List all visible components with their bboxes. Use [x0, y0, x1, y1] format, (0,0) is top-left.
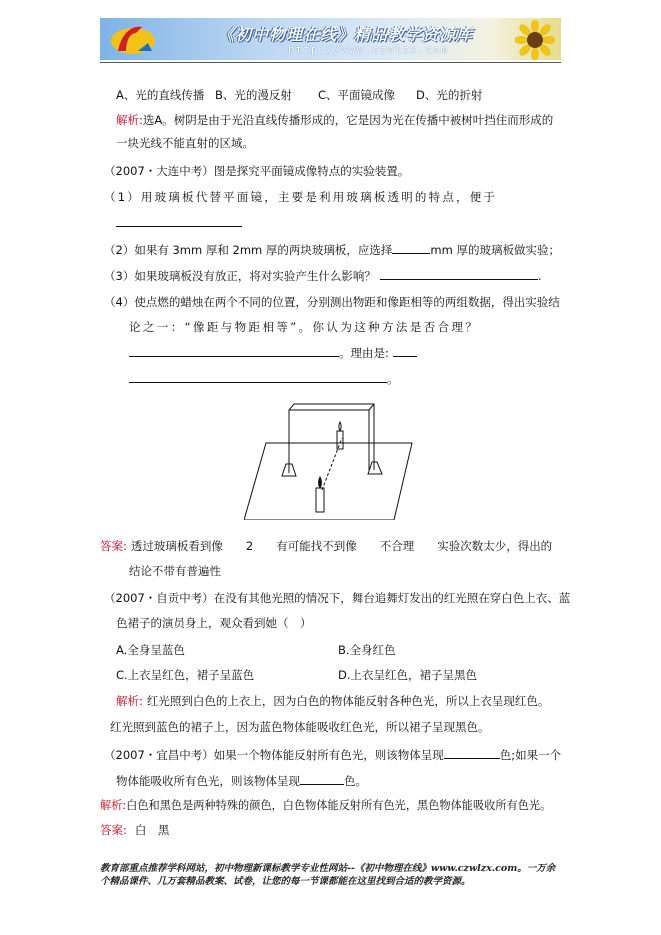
q4-text: （2007・宜昌中考）如果一个物体能反射所有色光，则该物体呈现 [104, 748, 444, 762]
q2-part4-line1: （4）使点燃的蜡烛在两个不同的位置，分别测出物距和像距相等的两组数据，得出实验结 [104, 295, 560, 309]
image-candle [337, 431, 343, 449]
answer-blank[interactable] [129, 344, 339, 357]
q2-part2-text: （2）如果有 3mm 厚和 2mm 厚的两块玻璃板，应选择 [104, 243, 393, 257]
table-surface [244, 443, 412, 520]
alignment-line [322, 438, 342, 490]
q3-option-b: B.全身红色 [338, 643, 396, 657]
q4-stem-line2 [116, 772, 367, 789]
q2-part4-line3 [129, 344, 417, 361]
answer-label: 答案: [100, 823, 127, 837]
answer-label: 答案: [100, 539, 127, 553]
sunflower-icon [515, 20, 555, 60]
analysis-label: 解析: [116, 694, 143, 708]
glass-plate [289, 404, 374, 473]
q2-part4-line4 [129, 370, 399, 387]
q2-part3-end: . [537, 269, 542, 283]
site-logo-icon [108, 21, 158, 57]
analysis-label: 解析: [116, 113, 143, 127]
plate-support-right [368, 462, 382, 474]
header-divider [100, 62, 561, 63]
q3-option-d: D.上衣呈红色，裙子呈黑色 [338, 668, 478, 682]
q2-part1-blank-line [116, 214, 242, 231]
q2-intro: （2007・大连中考）图是探究平面镜成像特点的实验装置。 [104, 164, 410, 178]
answer-blank[interactable] [116, 214, 242, 227]
answer-blank[interactable] [300, 772, 344, 785]
analysis-text: 选A。树阴是由于光沿直线传播形成的，它是因为光在传播中被树叶挡住而形成的 [142, 113, 554, 127]
answer-blank[interactable] [444, 746, 500, 759]
q3-option-c: C.上衣呈红色，裙子呈蓝色 [116, 668, 255, 682]
q3-option-a: A.全身呈蓝色 [116, 643, 185, 657]
q3-stem-line2: 色裙子的演员身上，观众看到她（ ） [116, 616, 312, 630]
q1-option-b: B、光的漫反射 [215, 88, 292, 102]
analysis-text: 红光照到白色的上衣上，因为白色的物体能反射各种色光，所以上衣呈现红色。 [146, 694, 550, 708]
footer-line1: 教育部重点推荐学科网站，初中物理新课标教学专业性网站--《初中物理在线》www.czwlzx.com。一万余 [100, 863, 556, 874]
q4-analysis [100, 798, 551, 814]
footer-line2: 个精品课件、几万套精品教案、试卷，让您的每一节课都能在这里找到合适的教学资源。 [100, 876, 471, 887]
q1-option-d: D、光的折射 [416, 88, 483, 102]
footer-notice [100, 862, 570, 888]
q3-stem-line1: （2007・自贡中考）在没有其他光照的情况下，舞台追舞灯发出的红光照在穿白色上衣、蓝 [104, 591, 571, 605]
header-banner [100, 18, 561, 60]
q1-analysis-line2: 一块光线不能直射的区域。 [116, 136, 254, 150]
q2-part4-end: 。 [387, 372, 399, 386]
plane-mirror-experiment-diagram [244, 398, 414, 520]
real-candle [316, 488, 324, 512]
analysis-label: 解析: [100, 799, 127, 812]
q4-answer [100, 822, 169, 838]
q2-part2 [104, 241, 560, 258]
answer-blank[interactable] [393, 344, 417, 357]
q2-answer-line1 [100, 538, 552, 554]
q4-text: 物体能吸收所有色光，则该物体呈现 [116, 774, 300, 788]
q3-analysis-line2: 红光照到蓝色的裙子上，因为蓝色物体能吸收红色光，所以裙子呈现黑色。 [110, 720, 490, 734]
answer-blank[interactable] [129, 370, 387, 383]
q2-part2-text-end: mm 厚的玻璃板做实验； [430, 243, 560, 257]
answer-text: 透过玻璃板看到像 2 有可能找不到像 不合理 实验次数太少，得出的 [130, 539, 553, 553]
q4-text-end: 色。 [344, 774, 367, 788]
q2-part4-reason-label: 。理由是: [339, 346, 389, 360]
q2-part4-line2: 论之一：“像距与物距相等”。你认为这种方法是否合理？ [129, 320, 480, 334]
q2-part3 [104, 267, 541, 284]
answer-blank[interactable] [392, 241, 430, 254]
q4-text-end: 色;如果一个 [499, 748, 562, 762]
q1-analysis-line1 [116, 112, 553, 128]
q2-answer-line2: 结论不带有普遍性 [129, 564, 221, 578]
analysis-text: 白色和黑色是两种特殊的颜色，白色物体能反射所有色光，黑色物体能吸收所有色光。 [126, 799, 552, 812]
answer-text: 白 黑 [134, 823, 170, 837]
q2-part3-text: （3）如果玻璃板没有放正，将对实验产生什么影响？ [104, 269, 376, 283]
q1-option-a: A、光的直线传播 [116, 88, 205, 102]
q4-stem-line1 [104, 746, 561, 763]
answer-blank[interactable] [380, 267, 538, 280]
q2-part1: （1）用玻璃板代替平面镜，主要是利用玻璃板透明的特点，便于 [104, 190, 498, 204]
q1-option-c: C、平面镜成像 [318, 88, 396, 102]
banner-url[interactable]: http://www.czwlzx.com [288, 43, 449, 56]
banner-title: 《初中物理在线》精品教学资源库 [218, 25, 474, 44]
q3-analysis-line1 [116, 693, 549, 709]
